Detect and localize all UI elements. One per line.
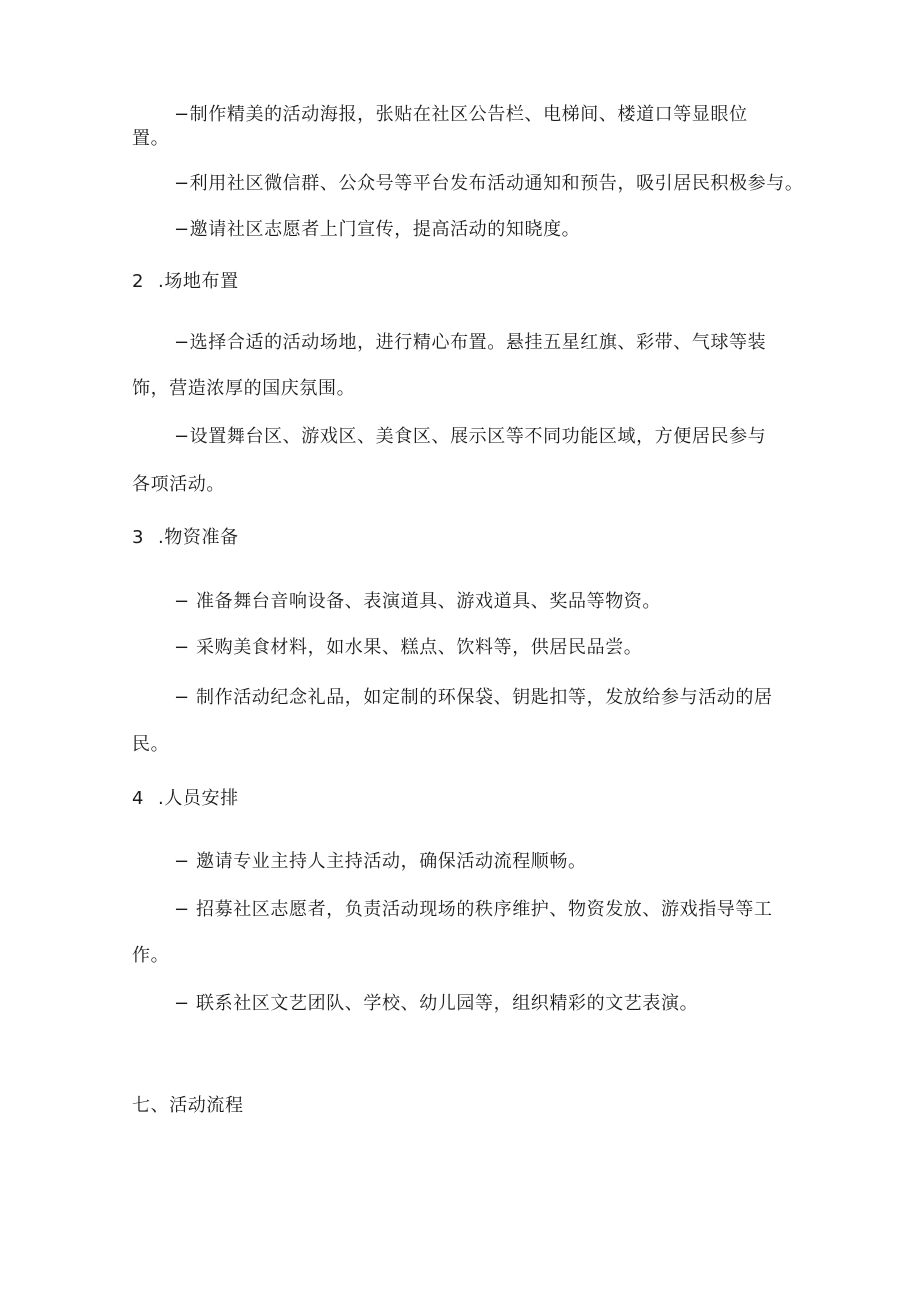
section-3-title: .物资准备	[158, 527, 239, 548]
venue-zones-line-1: −设置舞台区、游戏区、美食区、展示区等不同功能区域，方便居民参与	[174, 426, 767, 447]
staff-host-line: − 邀请专业主持人主持活动，确保活动流程顺畅。	[174, 851, 587, 872]
section-2-title: .场地布置	[158, 271, 239, 292]
section-7-heading: 七、活动流程	[132, 1095, 244, 1116]
supplies-food-line: − 采购美食材料，如水果、糕点、饮料等，供居民品尝。	[174, 637, 643, 658]
publicity-poster-line-2: 置。	[132, 128, 170, 149]
staff-volunteers-line-2: 作。	[132, 945, 170, 966]
section-3-number: 3	[132, 527, 145, 548]
section-2-number: 2	[132, 271, 145, 292]
venue-decoration-line-2: 饰，营造浓厚的国庆氛围。	[132, 378, 356, 399]
section-4-heading	[132, 787, 239, 811]
venue-zones-line-2: 各项活动。	[132, 474, 225, 495]
supplies-equipment-line: − 准备舞台音响设备、表演道具、游戏道具、奖品等物资。	[174, 591, 662, 612]
publicity-volunteer-line: −邀请社区志愿者上门宣传，提高活动的知晓度。	[174, 219, 581, 240]
publicity-wechat-line: −利用社区微信群、公众号等平台发布活动通知和预告，吸引居民积极参与。	[174, 173, 804, 194]
supplies-gifts-line-2: 民。	[132, 734, 170, 755]
section-4-number: 4	[132, 788, 145, 809]
staff-performers-line: − 联系社区文艺团队、学校、幼儿园等，组织精彩的文艺表演。	[174, 993, 699, 1014]
section-4-title: .人员安排	[158, 788, 239, 809]
section-3-heading	[132, 526, 239, 550]
venue-decoration-line-1: −选择合适的活动场地，进行精心布置。悬挂五星红旗、彩带、气球等装	[174, 332, 767, 353]
staff-volunteers-line-1: − 招募社区志愿者，负责活动现场的秩序维护、物资发放、游戏指导等工	[174, 899, 773, 920]
supplies-gifts-line-1: − 制作活动纪念礼品，如定制的环保袋、钥匙扣等，发放给参与活动的居	[174, 687, 773, 708]
publicity-poster-line-1: −制作精美的活动海报，张贴在社区公告栏、电梯间、楼道口等显眼位	[174, 104, 748, 125]
section-2-heading	[132, 270, 239, 294]
